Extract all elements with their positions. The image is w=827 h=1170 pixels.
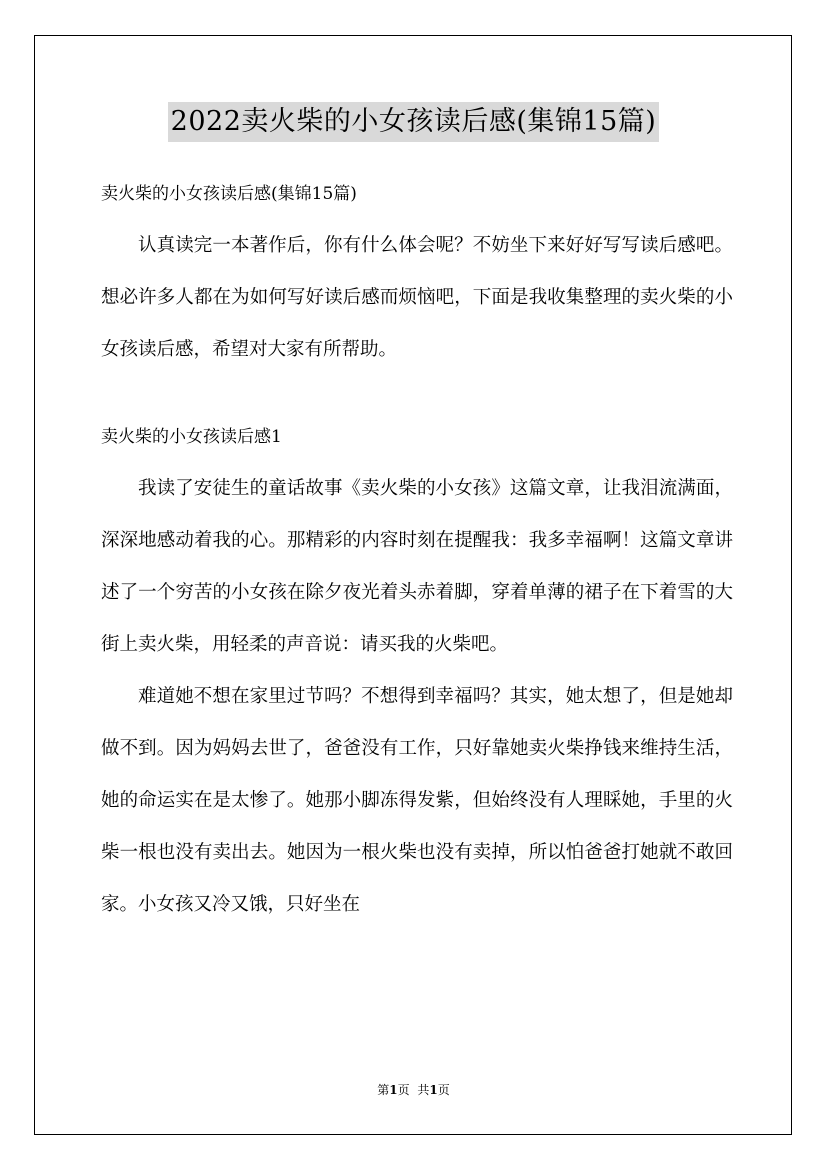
document-body xyxy=(101,168,733,931)
total-label-prefix: 共 xyxy=(417,1083,430,1097)
page-number: 1 xyxy=(389,1083,398,1097)
body-paragraph: 难道她不想在家里过节吗？不想得到幸福吗？其实，她太想了，但是她却做不到。因为妈妈去世了，爸爸没有工作，只好靠她卖火柴挣钱来维持生活，她的命运实在是太惨了。她那小脚冻得发紫，但始终没有人理睬她，手里的火柴一根也没有卖出去。她因为一根火柴也没有卖掉，所以怕爸爸打她就不敢回家。小女孩又冷又饿，只好坐在 xyxy=(101,686,733,915)
body-paragraph: 我读了安徒生的童话故事《卖火柴的小女孩》这篇文章，让我泪流满面，深深地感动着我的心。那精彩的内容时刻在提醒我：我多幸福啊！这篇文章讲述了一个穷苦的小女孩在除夕夜光着头赤着脚，穿着单薄的裙子在下着雪的大街上卖火柴，用轻柔的声音说：请买我的火柴吧。 xyxy=(101,478,733,655)
page-label-prefix: 第 xyxy=(377,1083,390,1097)
document-title: 2022卖火柴的小女孩读后感(集锦15篇) xyxy=(168,102,660,142)
total-label-suffix: 页 xyxy=(437,1083,450,1097)
page-footer xyxy=(0,1082,827,1098)
page-label-suffix: 页 xyxy=(397,1083,410,1097)
section-heading: 卖火柴的小女孩读后感1 xyxy=(101,427,282,447)
title-container xyxy=(0,102,827,142)
intro-paragraph: 认真读完一本著作后，你有什么体会呢？不妨坐下来好好写写读后感吧。想必许多人都在为如何写好读后感而烦恼吧，下面是我收集整理的卖火柴的小女孩读后感，希望对大家有所帮助。 xyxy=(101,235,733,360)
total-pages: 1 xyxy=(429,1083,438,1097)
document-subtitle: 卖火柴的小女孩读后感(集锦15篇) xyxy=(101,184,357,204)
